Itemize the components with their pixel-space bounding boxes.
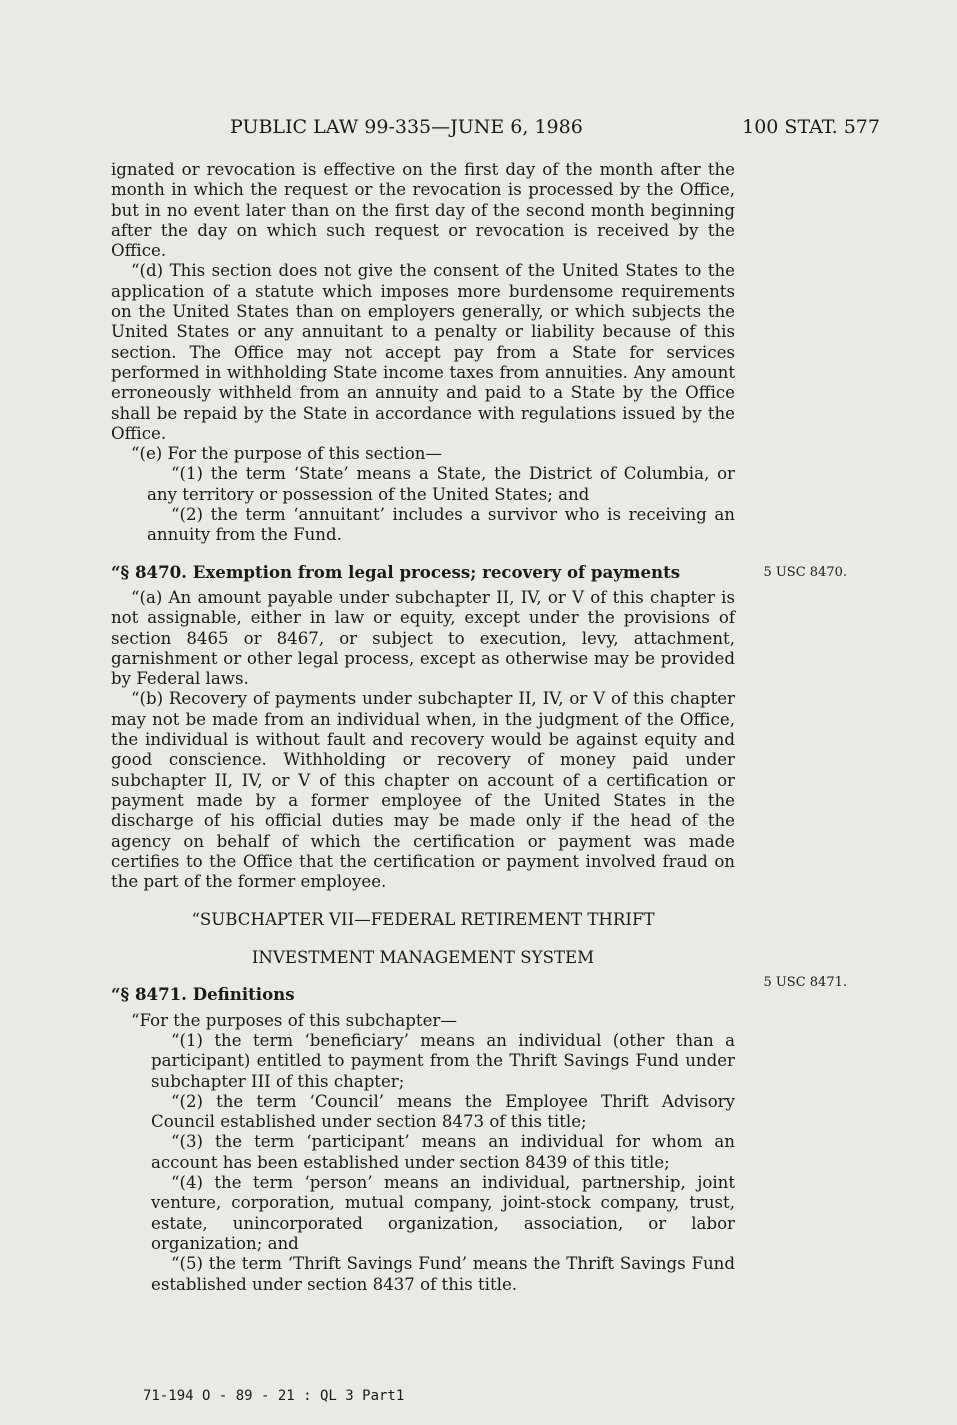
- definition-5: “(5) the term ‘Thrift Savings Fund’ means the Thrift Savings Fund established under section 8437 of this title.: [151, 1254, 735, 1294]
- margin-note-8471: 5 USC 8471.: [763, 975, 847, 990]
- section-8470-b: “(b) Recovery of payments under subchapter II, IV, or V of this chapter may not be made from an individual when, in the judgment of the Office, the individual is without fault and recovery would be against equity and good conscience. Withholding or recovery of money paid under subchapter II, IV, or V of this chapter on account of a certification or payment made by a former employee of the United States in the discharge of his official duties may be made only if the head of the agency on behalf of which the certification or payment was made certifies to the Office that the certification or payment involved fraud on the part of the former employee.: [111, 689, 735, 892]
- section-8470-heading: “§ 8470. Exemption from legal process; recovery of payments: [111, 561, 681, 582]
- subchapter-heading-line1: “SUBCHAPTER VII—FEDERAL RETIREMENT THRIFT: [191, 910, 655, 930]
- header-stat-citation: 100 STAT. 577: [742, 116, 880, 138]
- paragraph-e1: “(1) the term ‘State’ means a State, the District of Columbia, or any territory or possession of the United States; and: [147, 464, 735, 504]
- subchapter-heading: [111, 910, 735, 968]
- subchapter-heading-line2: INVESTMENT MANAGEMENT SYSTEM: [251, 948, 595, 968]
- paragraph-continuation: ignated or revocation is effective on the first day of the month after the month in which the request or the revocation is processed by the Office, but in no event later than on the first day of the second month beginning after the day on which such request or revocation is received by the Office.: [111, 160, 735, 261]
- definition-2: “(2) the term ‘Council’ means the Employee Thrift Advisory Council established under section 8473 of this title;: [151, 1091, 735, 1132]
- paragraph-e2: “(2) the term ‘annuitant’ includes a survivor who is receiving an annuity from the Fund.: [147, 505, 735, 545]
- paragraph-d: “(d) This section does not give the consent of the United States to the application of a statute which imposes more burdensome requirements on the United States than on employers generally, or which subjects the United States or any annuitant to a penalty or liability because of this section. The Office may not accept pay from a State for services performed in withholding State income taxes from annuities. Any amount erroneously withheld from an annuity and paid to a State by the Office shall be repaid by the State in accordance with regulations issued by the Office.: [111, 261, 735, 443]
- definition-4: “(4) the term ‘person’ means an individual, partnership, joint venture, corporation, mutual company, joint-stock company, trust, estate, unincorporated organization, association, or labor organization; and: [151, 1173, 735, 1253]
- definition-1: “(1) the term ‘beneficiary’ means an individual (other than a participant) entitled to payment from the Thrift Savings Fund under subchapter III of this chapter;: [151, 1030, 735, 1091]
- section-8471-intro: “For the purposes of this subchapter—: [131, 1010, 457, 1030]
- definition-3: “(3) the term ‘participant’ means an individual for whom an account has been established under section 8439 of this title;: [151, 1132, 735, 1172]
- paragraph-e: “(e) For the purpose of this section—: [131, 444, 442, 464]
- section-8470-a: “(a) An amount payable under subchapter II, IV, or V of this chapter is not assignable, either in law or equity, except under the provisions of section 8465 or 8467, or subject to execution, levy, attachment, garnishment or other legal process, except as otherwise may be provided by Federal laws.: [111, 587, 735, 689]
- margin-note-8470: 5 USC 8470.: [763, 565, 847, 580]
- page-footer-print-code: 71-194 O - 89 - 21 : QL 3 Part1: [143, 1388, 405, 1404]
- page-header: [230, 116, 880, 144]
- section-8471-heading: “§ 8471. Definitions: [111, 984, 295, 1005]
- header-title: PUBLIC LAW 99-335—JUNE 6, 1986: [230, 116, 583, 138]
- document-body: [111, 160, 735, 1295]
